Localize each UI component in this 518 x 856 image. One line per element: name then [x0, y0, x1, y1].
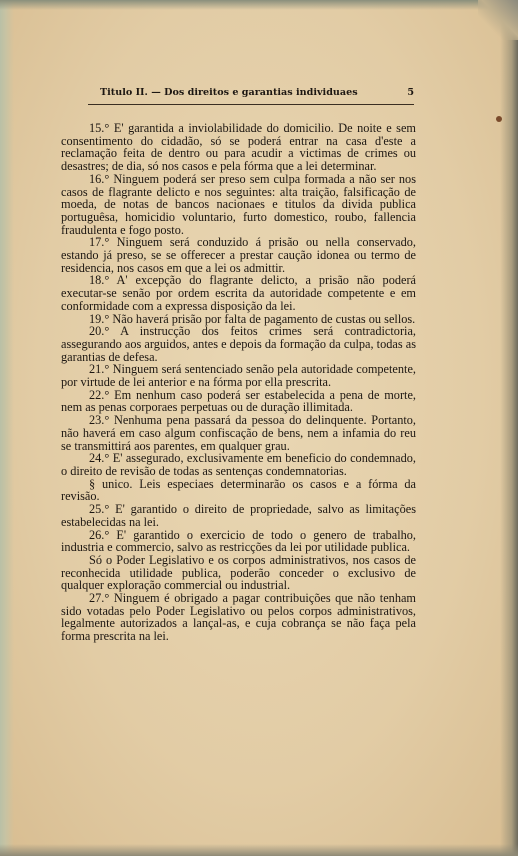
article-17: 17.° Ninguem será conduzido á prisão ou nella conservado, estando já preso, se se offerecer a prestar caução idonea ou termo de residencia, nos casos em que a lei os admittir. — [61, 235, 416, 275]
article-24: 24.° E' assegurado, exclusivamente em beneficio do condemnado, o direito de revisão de todas as sentenças condemnatorias. — [61, 451, 416, 478]
header-rule — [88, 104, 414, 105]
page-edge-top — [0, 0, 518, 10]
ink-spot — [496, 116, 502, 122]
page-number: 5 — [407, 87, 414, 98]
page-edge-bottom — [0, 844, 518, 856]
article-19: 19.° Não haverá prisão por falta de pagamento de custas ou sellos. — [89, 311, 416, 326]
article-23: 23.° Nenhuma pena passará da pessoa do delinquente. Portanto, não haverá em caso algum confiscação de bens, nem a infamia do reu se transmittirá aos parentes, em qualquer grau. — [61, 413, 416, 453]
article-20: 20.° A instrucção dos feitos crimes será contradictoria, assegurando aos arguidos, antes e depois da formação da culpa, todas as garantias de defesa. — [61, 324, 416, 364]
article-18: 18.° A' excepção do flagrante delicto, a prisão não poderá executar-se senão por ordem escrita da autoridade competente e em conformidade com a expressa disposição da lei. — [61, 273, 416, 313]
article-21: 21.° Ninguem será sentenciado senão pela autoridade competente, por virtude de lei anterior e na fórma por ella prescrita. — [61, 362, 416, 390]
article-27: 27.° Ninguem é obrigado a pagar contribuições que não tenham sido votadas pelo Poder Legislativo ou pelos corpos administrativos, legalmente autorizados a lançal-as, e cuja cobrança se não faça pela forma prescrita na lei. — [61, 591, 416, 644]
article-25: 25.° E' garantido o direito de propriedade, salvo as limitações estabelecidas na lei. — [61, 502, 416, 529]
article-15: 15.° E' garantida a inviolabilidade do domicilio. De noite e sem consentimento do cidadão, só se poderá entrar na casa d'este a reclamação feita de dentro ou para acudir a victimas de crimes ou desastres; de dia, só nos casos e pela fórma que a lei determinar. — [61, 121, 416, 174]
article-22: 22.° Em nenhum caso poderá ser estabelecida a pena de morte, nem as penas corporaes perpetuas ou de duração illimitada. — [61, 387, 416, 415]
article-26: 26.° E' garantido o exercicio de todo o genero de trabalho, industria e commercio, salvo as restricções da lei por utilidade publica. — [61, 527, 416, 555]
page-edge-left — [0, 0, 14, 856]
running-header — [100, 85, 414, 101]
article-26-paragraph: Só o Poder Legislativo e os corpos administrativos, nos casos de reconhecida utilidade publica, poderão conceder o exclusivo de qualquer exploração commercial ou industrial. — [61, 552, 416, 593]
body-text — [61, 122, 416, 643]
folded-corner — [478, 0, 518, 40]
page-edge-right — [500, 0, 518, 856]
article-24-sole-paragraph: § unico. Leis especiaes determinarão os casos e a fórma da revisão. — [61, 476, 416, 504]
article-16: 16.° Ninguem poderá ser preso sem culpa formada a não ser nos casos de flagrante delicto e nos seguintes: alta traição, falsificação de moeda, de notas de bancos nacionaes e titulos da divida publica portuguêsa, homicidio voluntario, furto domestico, roubo, fallencia fraudulenta e fogo posto. — [61, 171, 416, 237]
running-title: Titulo II. — Dos direitos e garantias individuaes — [100, 87, 358, 98]
